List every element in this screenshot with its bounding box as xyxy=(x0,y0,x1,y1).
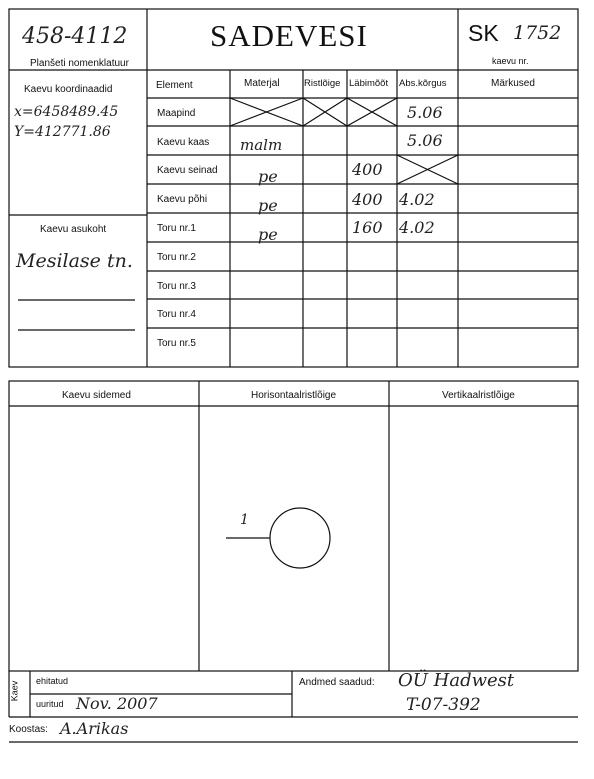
section-horizontal: Horisontaalristlõige xyxy=(251,390,337,401)
tablet-nomenclature-label: Planšeti nomenklatuur xyxy=(30,58,129,69)
header-abs-korgus: Abs.kõrgus xyxy=(399,78,447,89)
maapind-abs: 5.06 xyxy=(407,103,443,122)
coordinate-y: Y=412771.86 xyxy=(14,124,111,140)
row-element: Maapind xyxy=(157,108,196,119)
row-element: Toru nr.4 xyxy=(157,309,196,320)
location-label: Kaevu asukoht xyxy=(40,224,107,235)
coordinate-x: x=6458489.45 xyxy=(14,104,119,120)
header-markused: Märkused xyxy=(491,78,535,89)
kaas-abs: 5.06 xyxy=(407,131,443,150)
row-element: Kaevu kaas xyxy=(157,137,210,148)
data-from-value-1: OÜ Hadwest xyxy=(398,670,515,691)
row-element: Kaevu põhi xyxy=(157,194,208,205)
toru1-abs: 4.02 xyxy=(399,218,435,237)
compiled-value: A.Arikas xyxy=(60,719,129,738)
row-element: Toru nr.5 xyxy=(157,338,196,349)
toru1-materjal: pe xyxy=(258,225,278,244)
row-element: Toru nr.2 xyxy=(157,252,196,263)
header-ristloige: Ristlõige xyxy=(304,78,341,89)
sk-label: kaevu nr. xyxy=(492,56,529,66)
seinad-labimoot: 400 xyxy=(352,160,383,179)
compiled-label: Koostas: xyxy=(9,724,48,735)
pipe-number-label: 1 xyxy=(240,512,249,528)
coordinates-label: Kaevu koordinaadid xyxy=(24,84,113,95)
sk-number: 1752 xyxy=(513,22,562,44)
header-materjal: Materjal xyxy=(244,78,280,89)
data-from-value-2: T-07-392 xyxy=(406,695,481,715)
kaev-label: Kaev xyxy=(9,680,20,702)
page-title: SADEVESI xyxy=(210,18,368,53)
row-element: Kaevu seinad xyxy=(157,165,218,176)
surveyed-value: Nov. 2007 xyxy=(76,694,158,713)
surveyed-label: uuritud xyxy=(36,699,64,709)
seinad-materjal: pe xyxy=(258,167,278,186)
section-connections: Kaevu sidemed xyxy=(62,390,131,401)
toru1-labimoot: 160 xyxy=(352,218,383,237)
sk-prefix: SK xyxy=(468,20,499,46)
kaas-materjal: malm xyxy=(240,136,283,154)
tablet-nomenclature-value: 458-4112 xyxy=(22,24,128,49)
pohi-materjal: pe xyxy=(258,196,278,215)
pohi-labimoot: 400 xyxy=(352,190,383,209)
built-label: ehitatud xyxy=(36,676,69,686)
pohi-abs: 4.02 xyxy=(399,190,435,209)
row-element: Toru nr.1 xyxy=(157,223,196,234)
header-element: Element xyxy=(156,80,193,91)
section-vertical: Vertikaalristlõige xyxy=(442,390,515,401)
row-element: Toru nr.3 xyxy=(157,281,196,292)
data-from-label: Andmed saadud: xyxy=(299,677,375,688)
location-value: Mesilase tn. xyxy=(16,250,133,272)
header-labimoot: Läbimõõt xyxy=(349,78,389,89)
